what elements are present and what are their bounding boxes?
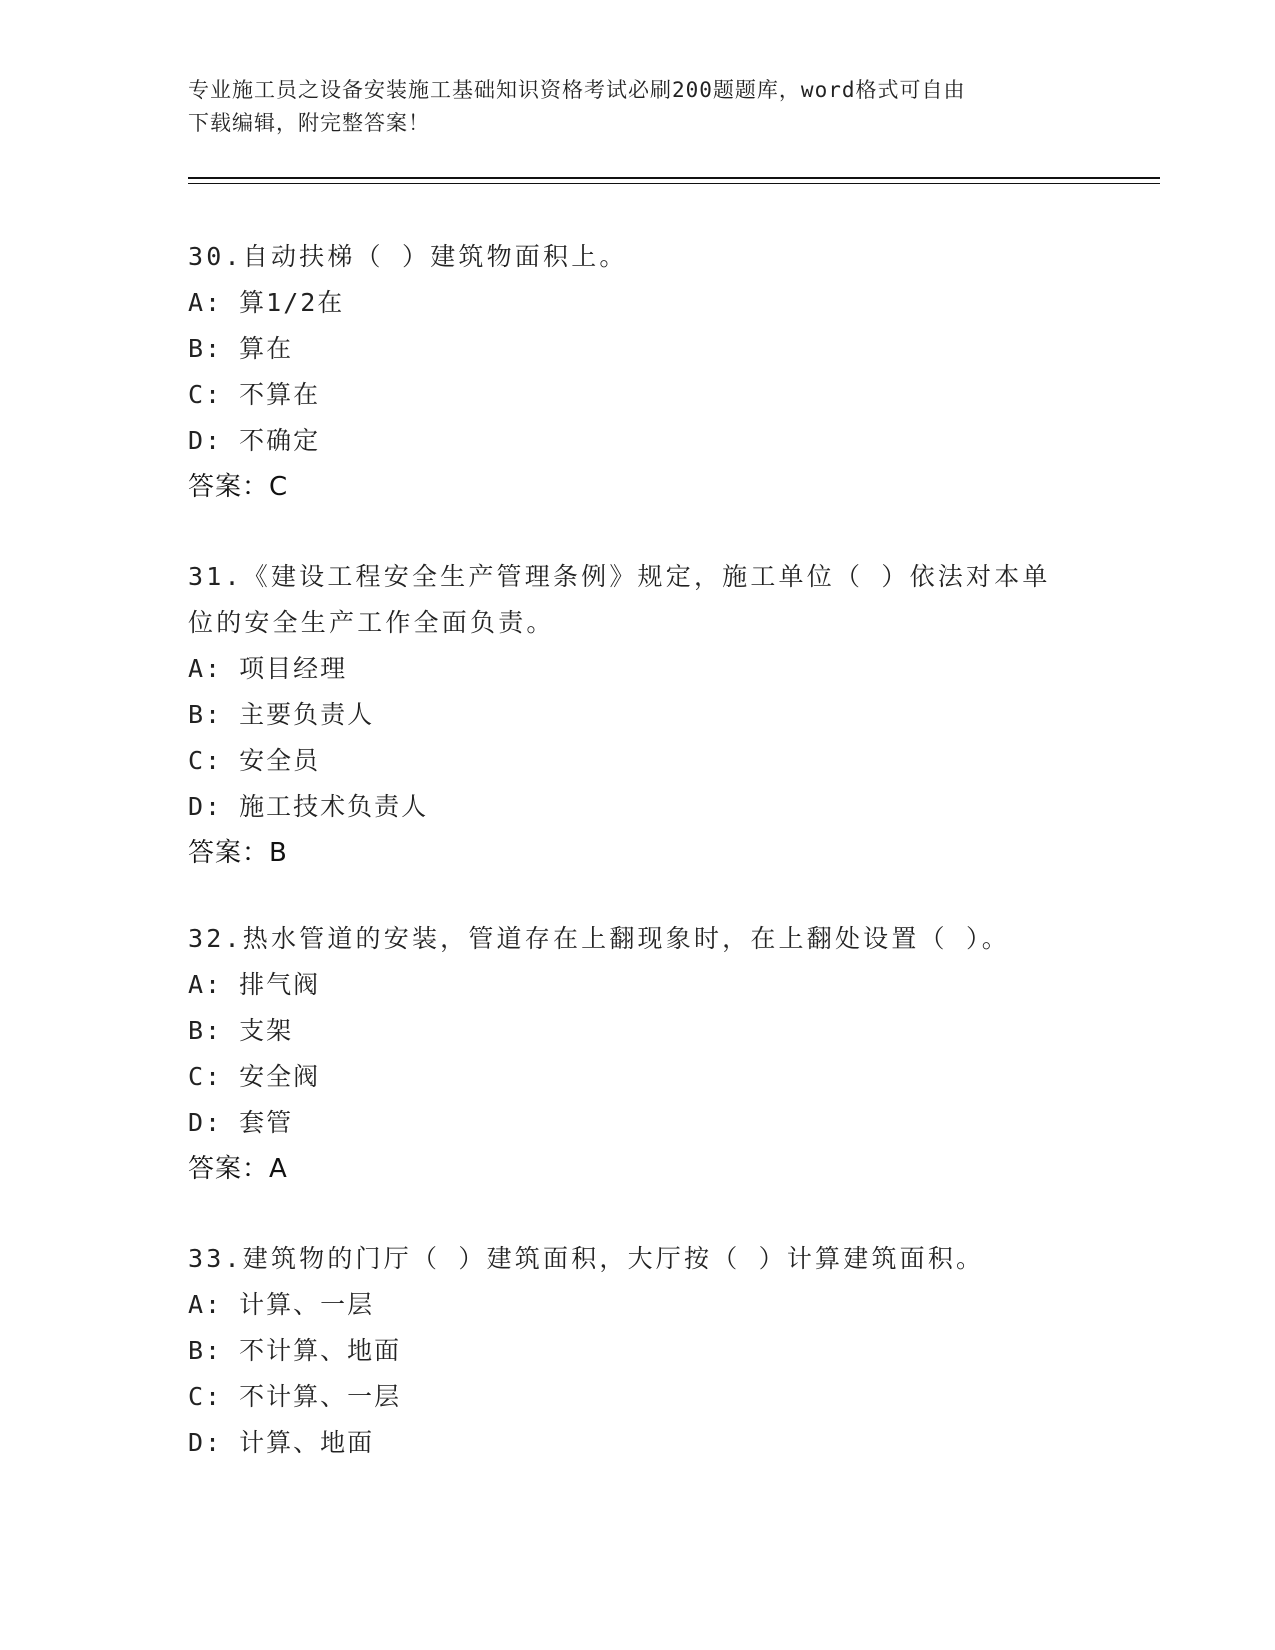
question-30 — [188, 234, 1088, 510]
question-stem: 30.自动扶梯（ ）建筑物面积上。 — [188, 242, 628, 271]
option-d: D: 施工技术负责人 — [188, 792, 429, 821]
option-c: C: 不计算、一层 — [188, 1382, 402, 1411]
question-stem: 33.建筑物的门厅（ ）建筑面积，大厅按（ ）计算建筑面积。 — [188, 1244, 985, 1273]
document-header — [188, 74, 1088, 140]
option-d: D: 计算、地面 — [188, 1428, 375, 1457]
question-stem-continued: 位的安全生产工作全面负责。 — [188, 608, 555, 637]
option-a: A: 计算、一层 — [188, 1290, 375, 1319]
option-d: D: 不确定 — [188, 426, 321, 455]
option-a: A: 排气阀 — [188, 970, 321, 999]
question-stem: 31.《建设工程安全生产管理条例》规定，施工单位（ ）依法对本单 — [188, 562, 1051, 591]
question-31 — [188, 554, 1088, 876]
option-b: B: 支架 — [188, 1016, 294, 1045]
option-b: B: 不计算、地面 — [188, 1336, 402, 1365]
option-a: A: 项目经理 — [188, 654, 348, 683]
option-c: C: 安全阀 — [188, 1062, 321, 1091]
answer-label: 答案：C — [188, 472, 289, 502]
header-divider-thick — [188, 177, 1160, 179]
option-c: C: 不算在 — [188, 380, 321, 409]
answer-label: 答案：A — [188, 1154, 288, 1184]
answer-label: 答案：B — [188, 838, 288, 868]
question-stem: 32.热水管道的安装，管道存在上翻现象时，在上翻处设置（ ）。 — [188, 924, 1010, 953]
question-32 — [188, 916, 1088, 1192]
option-b: B: 算在 — [188, 334, 294, 363]
option-d: D: 套管 — [188, 1108, 294, 1137]
header-divider-thin — [188, 183, 1160, 184]
option-b: B: 主要负责人 — [188, 700, 375, 729]
option-a: A: 算1/2在 — [188, 288, 345, 317]
question-33 — [188, 1236, 1088, 1466]
option-c: C: 安全员 — [188, 746, 321, 775]
header-title-line-1: 专业施工员之设备安装施工基础知识资格考试必刷200题题库，word格式可自由 — [188, 78, 966, 102]
header-title-line-2: 下载编辑，附完整答案！ — [188, 111, 430, 135]
